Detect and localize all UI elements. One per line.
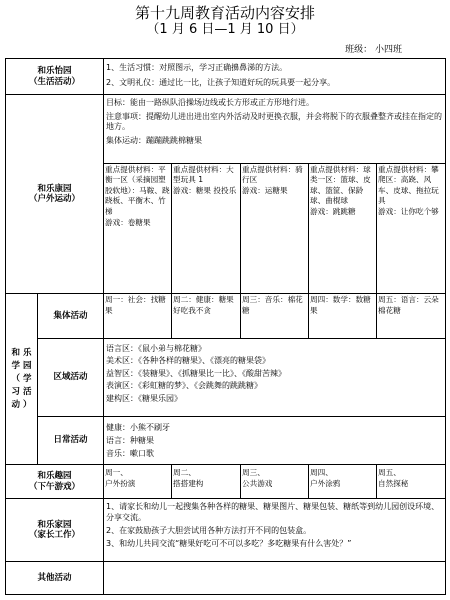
area-material: 重点提供材料：球类一区：篮球、皮球、篮筐、保龄球、曲棍球 [310, 164, 371, 206]
life-item: 1、生活习惯：对照图示，学习正确擤鼻涕的方法。 [106, 63, 288, 72]
schedule-table [5, 58, 446, 595]
life-label-line: （生活活动） [29, 76, 81, 87]
games-label [6, 465, 104, 499]
life-content [104, 59, 446, 95]
group-day-2: 周二：健康：糖果好吃我不贪 [172, 294, 241, 338]
games-label-line: 和乐趣园 [37, 471, 72, 482]
area-material: 重点提供材料：平衡一区（采摘园塑胶软地）：马鞍、跷跷板、平衡木、竹梯 [105, 164, 170, 216]
area-game: 游戏：卷糖果 [105, 217, 151, 227]
family-label [6, 499, 104, 561]
learning-daily-row [6, 416, 446, 464]
outdoor-area-5 [377, 163, 446, 294]
games-day: 周二、 [173, 468, 196, 478]
learning-label-char: ） [22, 399, 32, 410]
games-day: 周三、 [242, 468, 265, 478]
group-day-4: 周四：数学：数糖果 [309, 294, 377, 338]
games-activity: 公共游戏 [242, 478, 273, 488]
area-material: 重点提供材料：攀爬区：高跷、风车、皮球、拖拉玩具 [378, 164, 439, 206]
learning-label-char: 学 [11, 360, 21, 371]
games-activity: 户外涂鸦 [310, 478, 341, 488]
daily-item: 健康：小熊不刷牙 [106, 422, 171, 432]
area-item: 表演区：《彩虹糖的梦》、《会跳舞的跳跳糖》 [106, 381, 263, 391]
area-material: 重点提供材料：大型玩具 1 [173, 164, 234, 185]
outdoor-notice: 注意事项：提醒幼儿进出进出室内外活动及时更换衣服，并会将脱下的衣服叠整齐或挂在指定的地方。 [106, 111, 443, 132]
outdoor-area-1 [104, 163, 172, 294]
games-day: 周一、 [105, 468, 128, 478]
outdoor-group: 集体运动：蹦蹦跳跳棉糖果 [106, 135, 203, 145]
outdoor-notes-row [6, 95, 446, 163]
learning-label-char: 园 [22, 360, 32, 371]
outdoor-goal: 目标：能由一路纵队沿操场边线或长方形或正方形地行进。 [106, 98, 315, 108]
group-activity-label: 集体活动 [38, 294, 104, 338]
learning-area-row [6, 338, 446, 416]
learning-label-char: （ [11, 373, 21, 384]
life-label [6, 59, 104, 95]
games-activity: 搭搭建构 [173, 478, 204, 488]
games-day-2 [172, 465, 241, 499]
area-game: 游戏：运糖果 [242, 185, 288, 195]
area-item: 建构区：《糖果乐园》 [106, 393, 183, 403]
learning-label-char: 习 [11, 386, 21, 397]
outdoor-area-4 [309, 163, 377, 294]
learning-label [6, 294, 38, 465]
other-label: 其他活动 [6, 561, 104, 594]
learning-label-char: 活 [22, 386, 32, 397]
other-row [6, 561, 446, 594]
class-info [345, 44, 402, 56]
page-title: 第十九周教育活动内容安排 [134, 4, 315, 22]
games-label-line: （下午游戏） [29, 481, 81, 492]
daily-activity-label: 日常活动 [38, 416, 104, 464]
outdoor-notes [104, 95, 446, 163]
life-label-line: 和乐怡园 [37, 66, 72, 77]
area-item: 美术区：《各种各样的糖果》、《漂亮的糖果袋》 [106, 356, 271, 366]
games-day: 周四、 [310, 468, 333, 478]
area-game: 游戏：跳跳糖 [310, 206, 356, 216]
class-value: 小四班 [374, 45, 402, 55]
games-day-4 [309, 465, 377, 499]
family-item: 2、在家鼓励孩子大胆尝试用各种方法打开不同的包装盒。 [106, 526, 312, 536]
learning-label-char: 动 [11, 399, 21, 410]
area-material: 重点提供材料：骑行区 [242, 164, 303, 185]
area-game: 游戏：糖果 投投乐 [173, 185, 237, 195]
games-day-5 [377, 465, 446, 499]
games-day: 周五、 [378, 468, 401, 478]
learning-label-char: 和 [11, 347, 21, 358]
area-activity-content [104, 338, 446, 416]
games-day-3 [241, 465, 309, 499]
life-row [6, 59, 446, 95]
class-label: 班级： [345, 45, 373, 55]
games-row [6, 465, 446, 499]
family-label-line: 和乐家园 [37, 519, 72, 530]
games-activity: 自然探秘 [378, 478, 409, 488]
outdoor-label-line: 和乐康园 [37, 183, 72, 194]
outdoor-area-3 [241, 163, 309, 294]
area-game: 游戏：让你吃个够 [378, 206, 439, 216]
family-label-line: （家长工作） [29, 530, 81, 541]
family-row [6, 499, 446, 561]
games-day-1 [104, 465, 172, 499]
group-day-3: 周三：音乐：棉花糖 [241, 294, 309, 338]
family-item: 3、和幼儿共同交流“糖果好吃可不可以多吃？多吃糖果有什么害处？” [106, 539, 352, 549]
area-activity-label: 区域活动 [38, 338, 104, 416]
family-content [104, 499, 446, 561]
date-range: （1 月 6 日—1 月 10 日） [146, 22, 304, 37]
outdoor-label-line: （户外运动） [29, 194, 81, 205]
group-day-1: 周一：社会：找糖果 [104, 294, 172, 338]
outdoor-area-2 [172, 163, 241, 294]
games-activity: 户外扮演 [105, 478, 136, 488]
group-day-5: 周五：语言：云朵棉花糖 [377, 294, 446, 338]
outdoor-label [6, 95, 104, 294]
life-item: 2、文明礼仪：通过比一比，让孩子知道好玩的玩具要一起分享。 [106, 77, 336, 87]
daily-item: 音乐：嗽口歌 [106, 448, 155, 458]
learning-group-row [6, 294, 446, 338]
area-item: 益智区：《装糖果》、《抓糖果比一比》、《酸甜苦辣》 [106, 368, 287, 378]
area-item: 语言区：《鼠小弟与棉花糖》 [106, 343, 207, 353]
other-content [104, 561, 446, 594]
family-item: 1、请家长和幼儿一起搜集各种各样的糖果、糖果图片、糖果包装、糖纸等到幼儿园创设环境、分享交流。 [106, 502, 440, 523]
learning-label-char: 乐 [22, 347, 32, 358]
learning-label-char: 学 [22, 373, 32, 384]
daily-activity-content [104, 416, 446, 464]
daily-item: 语言：种糖果 [106, 435, 155, 445]
